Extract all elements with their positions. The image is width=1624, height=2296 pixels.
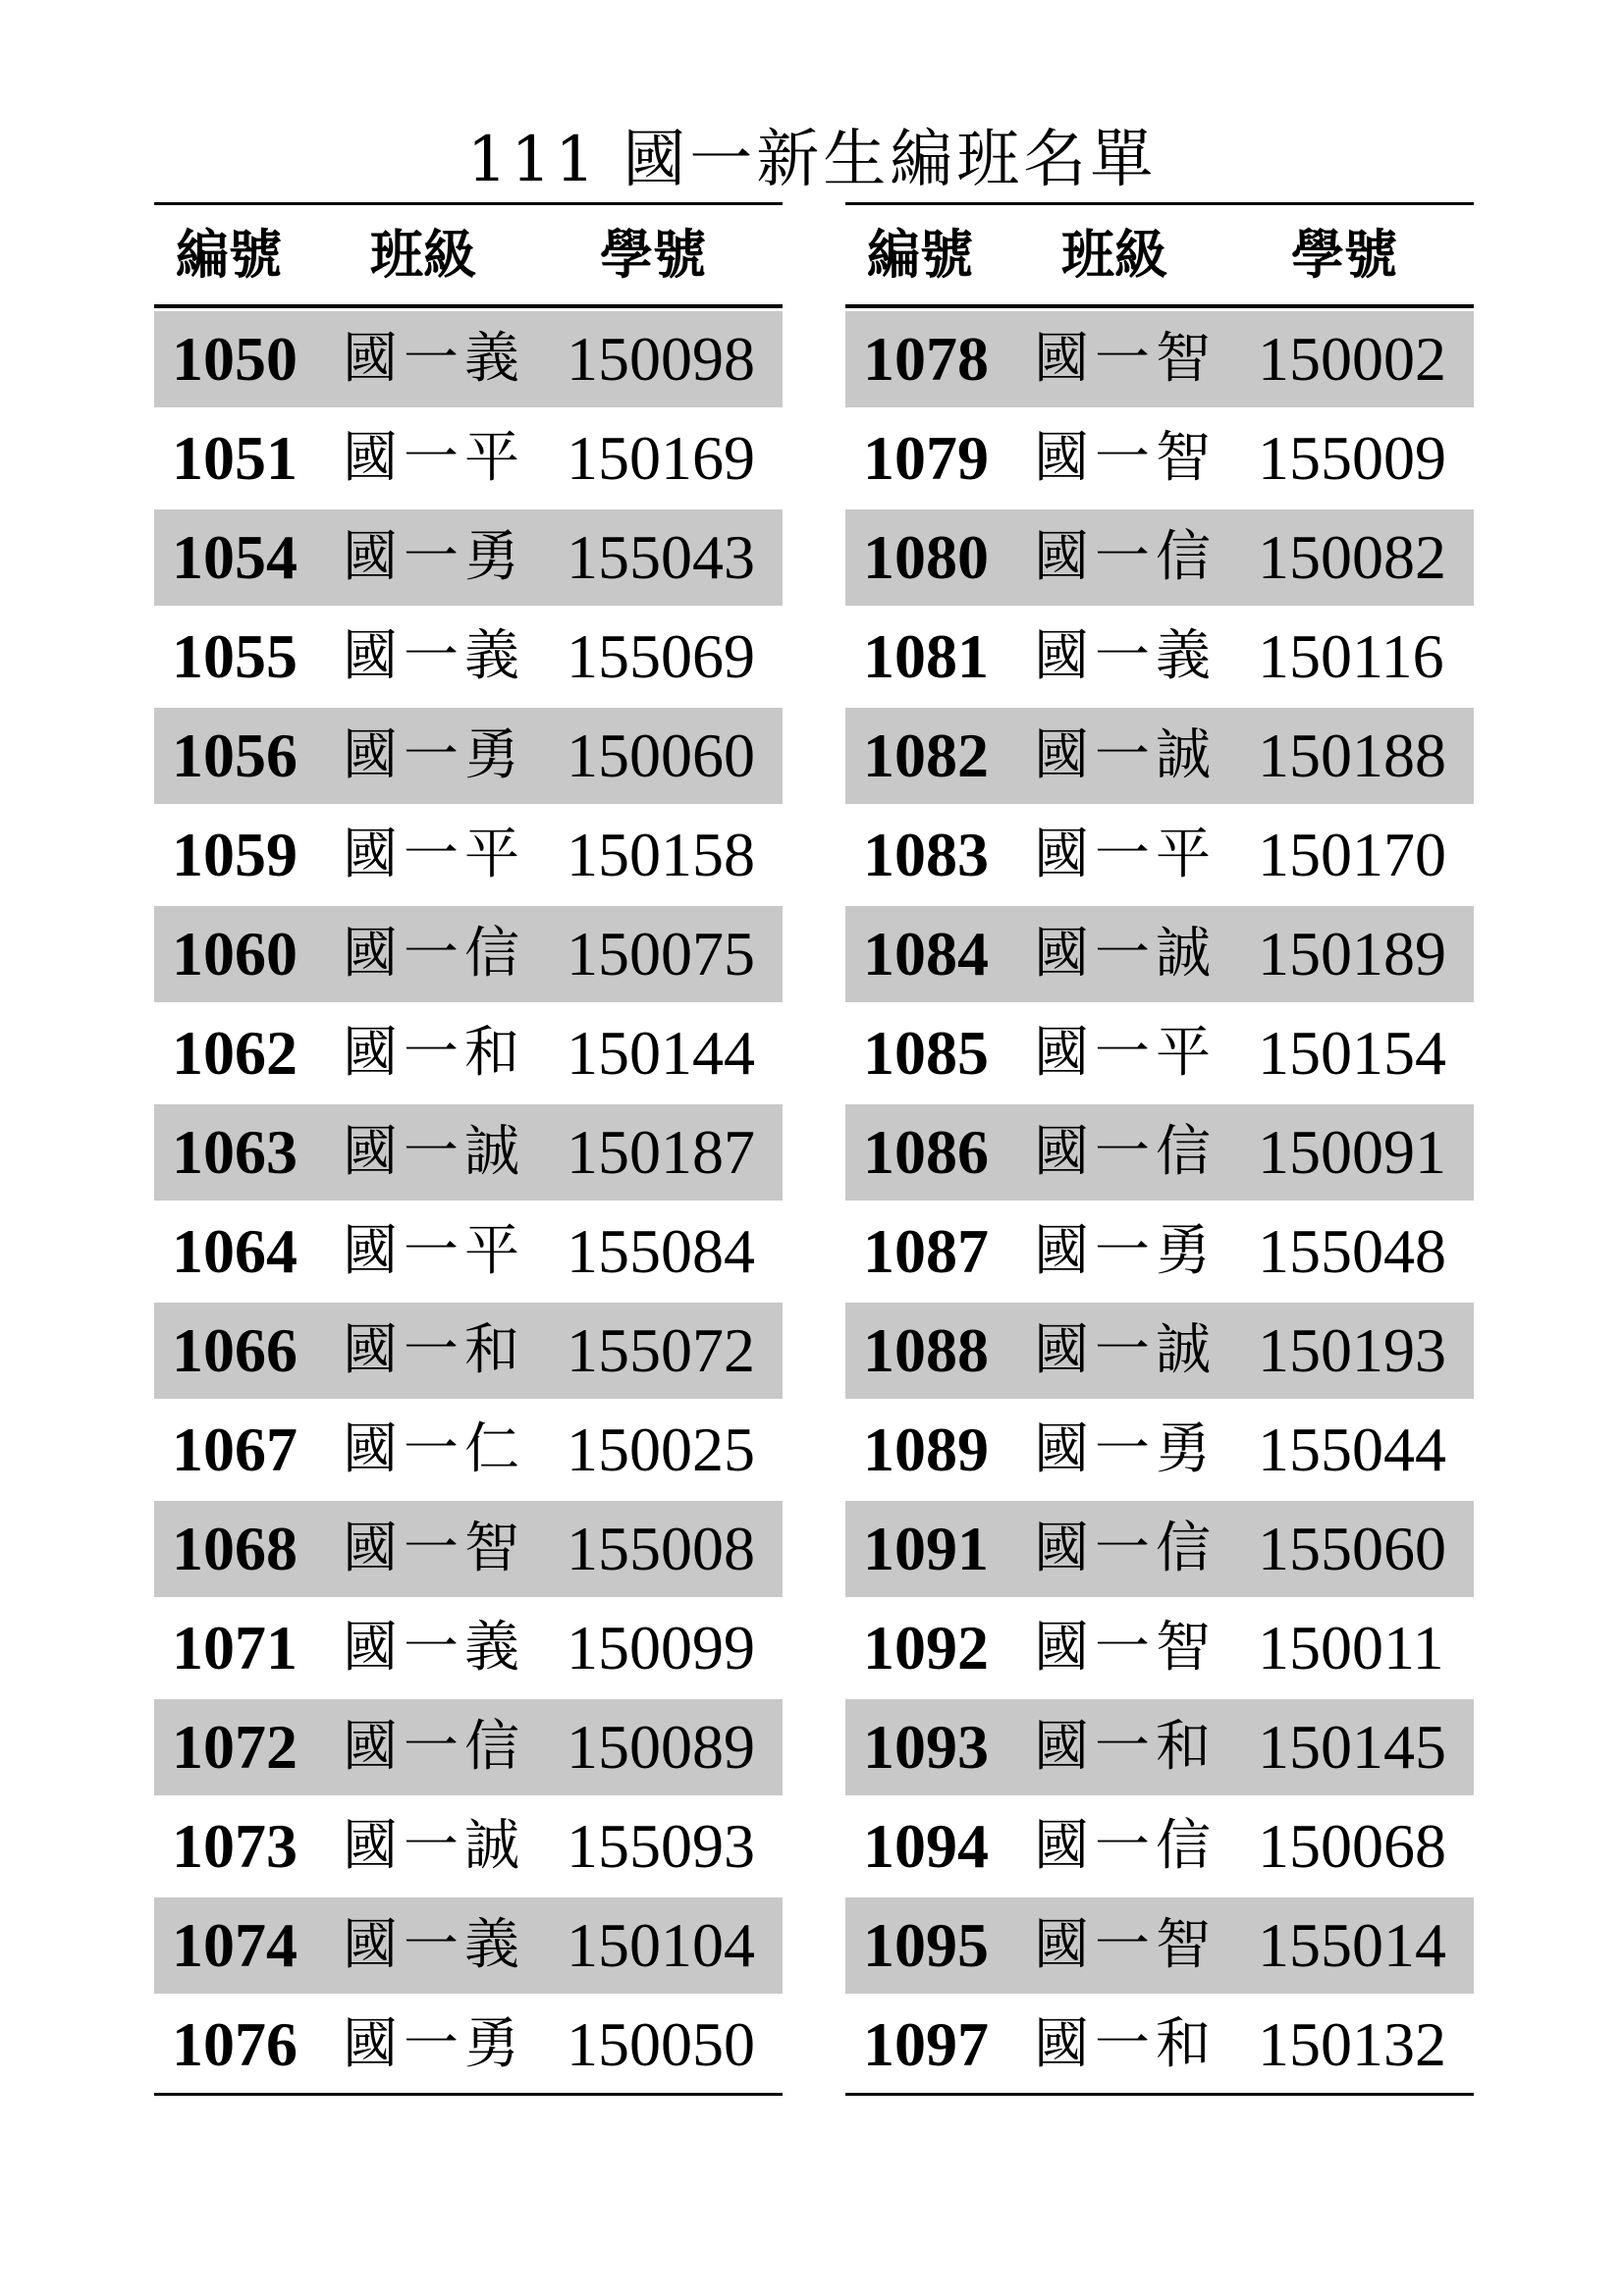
row-number: 1064 [172,1216,298,1286]
row-class: 國一智 [1034,1913,1217,1977]
row-student-id: 150188 [1258,721,1446,790]
row-student-id: 150189 [1258,919,1446,988]
row-number: 1084 [863,919,989,988]
row-number: 1092 [863,1613,989,1682]
row-class: 國一和 [1034,2012,1217,2076]
roster-table-left [154,202,783,2096]
header-class: 班級 [370,224,476,286]
row-class: 國一義 [343,624,525,688]
table-row [845,410,1474,507]
row-student-id: 150104 [567,1910,755,1980]
row-number: 1087 [863,1216,989,1286]
table-row [154,1699,783,1795]
row-number: 1073 [172,1811,298,1881]
table-row [154,509,783,606]
row-number: 1082 [863,721,989,790]
row-student-id: 150098 [567,324,755,394]
row-number: 1066 [172,1315,298,1385]
row-class: 國一信 [1034,1814,1217,1878]
row-student-id: 150089 [567,1712,755,1782]
row-student-id: 155072 [567,1315,755,1385]
row-class: 國一誠 [343,1814,525,1878]
row-student-id: 150060 [567,721,755,790]
row-number: 1054 [172,522,298,592]
table-row [154,1997,783,2093]
table-row [154,1501,783,1597]
table-row [845,906,1474,1002]
table-row [154,410,783,507]
row-number: 1078 [863,324,989,394]
row-student-id: 150116 [1258,621,1444,691]
table-row [154,311,783,407]
row-number: 1067 [172,1415,298,1484]
row-number: 1055 [172,621,298,691]
table-row [154,807,783,903]
row-class: 國一信 [343,922,525,986]
table-row [845,708,1474,804]
row-student-id: 155043 [567,522,755,592]
table-row [845,1897,1474,1994]
row-class: 國一智 [1034,327,1217,391]
row-number: 1051 [172,423,298,493]
row-number: 1050 [172,324,298,394]
table-row [845,1303,1474,1399]
table-row [154,708,783,804]
row-class: 國一平 [343,823,525,886]
row-class: 國一勇 [343,723,525,787]
roster-table-right [845,202,1474,2096]
row-number: 1080 [863,522,989,592]
row-class: 國一勇 [1034,1219,1217,1283]
table-row [845,609,1474,705]
row-student-id: 155084 [567,1216,755,1286]
table-row [154,1104,783,1201]
table-row [845,1798,1474,1895]
row-student-id: 155060 [1258,1514,1446,1583]
row-number: 1088 [863,1315,989,1385]
row-number: 1060 [172,919,298,988]
row-class: 國一仁 [343,1417,525,1481]
row-class: 國一和 [1034,1715,1217,1779]
table-row [845,1203,1474,1300]
row-number: 1068 [172,1514,298,1583]
table-row [154,1005,783,1101]
table-header [845,205,1474,308]
row-class: 國一勇 [343,2012,525,2076]
row-student-id: 155014 [1258,1910,1446,1980]
table-body [154,311,783,2093]
table-row [154,1600,783,1696]
row-class: 國一義 [1034,624,1217,688]
table-row [845,1402,1474,1498]
header-number: 編號 [867,224,973,286]
table-row [845,1997,1474,2093]
header-student-id: 學號 [600,224,706,286]
page-title: 111 國一新生編班名單 [466,124,1158,196]
row-student-id: 155008 [567,1514,755,1583]
table-row [154,906,783,1002]
header-class: 班級 [1061,224,1167,286]
row-student-id: 150187 [567,1117,755,1187]
table-row [154,1402,783,1498]
row-student-id: 155044 [1258,1415,1446,1484]
table-row [154,1203,783,1300]
row-student-id: 155048 [1258,1216,1446,1286]
row-student-id: 150169 [567,423,755,493]
table-row [845,1501,1474,1597]
row-class: 國一平 [1034,823,1217,886]
row-number: 1071 [172,1613,298,1682]
row-student-id: 150132 [1258,2009,1446,2079]
row-class: 國一勇 [343,525,525,589]
row-number: 1059 [172,820,298,889]
row-number: 1089 [863,1415,989,1484]
row-class: 國一信 [1034,1517,1217,1580]
table-row [845,1600,1474,1696]
table-header [154,205,783,308]
row-class: 國一平 [343,426,525,490]
row-student-id: 150144 [567,1018,755,1088]
table-row [154,609,783,705]
row-number: 1063 [172,1117,298,1187]
row-student-id: 150082 [1258,522,1446,592]
row-student-id: 150091 [1258,1117,1446,1187]
row-number: 1085 [863,1018,989,1088]
row-number: 1094 [863,1811,989,1881]
row-class: 國一勇 [1034,1417,1217,1481]
row-class: 國一誠 [343,1120,525,1184]
row-student-id: 150145 [1258,1712,1446,1782]
row-number: 1072 [172,1712,298,1782]
row-student-id: 150170 [1258,820,1446,889]
row-class: 國一義 [343,327,525,391]
row-class: 國一智 [1034,1616,1217,1680]
table-row [154,1303,783,1399]
row-student-id: 150154 [1258,1018,1446,1088]
row-student-id: 155093 [567,1811,755,1881]
row-student-id: 150011 [1258,1613,1444,1682]
row-number: 1076 [172,2009,298,2079]
row-student-id: 150050 [567,2009,755,2079]
row-class: 國一誠 [1034,922,1217,986]
row-class: 國一誠 [1034,723,1217,787]
row-class: 國一誠 [1034,1318,1217,1382]
row-class: 國一信 [343,1715,525,1779]
header-number: 編號 [176,224,282,286]
row-class: 國一義 [343,1616,525,1680]
row-class: 國一信 [1034,525,1217,589]
row-number: 1056 [172,721,298,790]
table-bottom-rule [845,2093,1474,2096]
table-row [845,1005,1474,1101]
row-student-id: 155009 [1258,423,1446,493]
table-row [845,509,1474,606]
table-body [845,311,1474,2093]
row-number: 1091 [863,1514,989,1583]
row-student-id: 150025 [567,1415,755,1484]
row-number: 1097 [863,2009,989,2079]
row-class: 國一平 [343,1219,525,1283]
row-number: 1081 [863,621,989,691]
row-student-id: 150002 [1258,324,1446,394]
row-class: 國一智 [343,1517,525,1580]
row-student-id: 150158 [567,820,755,889]
table-row [845,1104,1474,1201]
row-student-id: 150193 [1258,1315,1446,1385]
row-number: 1079 [863,423,989,493]
table-row [154,1798,783,1895]
table-bottom-rule [154,2093,783,2096]
header-student-id: 學號 [1291,224,1397,286]
row-number: 1095 [863,1910,989,1980]
row-number: 1093 [863,1712,989,1782]
table-row [845,311,1474,407]
row-class: 國一平 [1034,1021,1217,1085]
row-student-id: 150068 [1258,1811,1446,1881]
table-row [845,807,1474,903]
table-row [154,1897,783,1994]
row-number: 1086 [863,1117,989,1187]
row-class: 國一和 [343,1318,525,1382]
row-student-id: 150075 [567,919,755,988]
row-student-id: 155069 [567,621,755,691]
row-class: 國一義 [343,1913,525,1977]
table-row [845,1699,1474,1795]
row-class: 國一和 [343,1021,525,1085]
row-number: 1074 [172,1910,298,1980]
row-number: 1083 [863,820,989,889]
row-student-id: 150099 [567,1613,755,1682]
row-number: 1062 [172,1018,298,1088]
row-class: 國一智 [1034,426,1217,490]
row-class: 國一信 [1034,1120,1217,1184]
